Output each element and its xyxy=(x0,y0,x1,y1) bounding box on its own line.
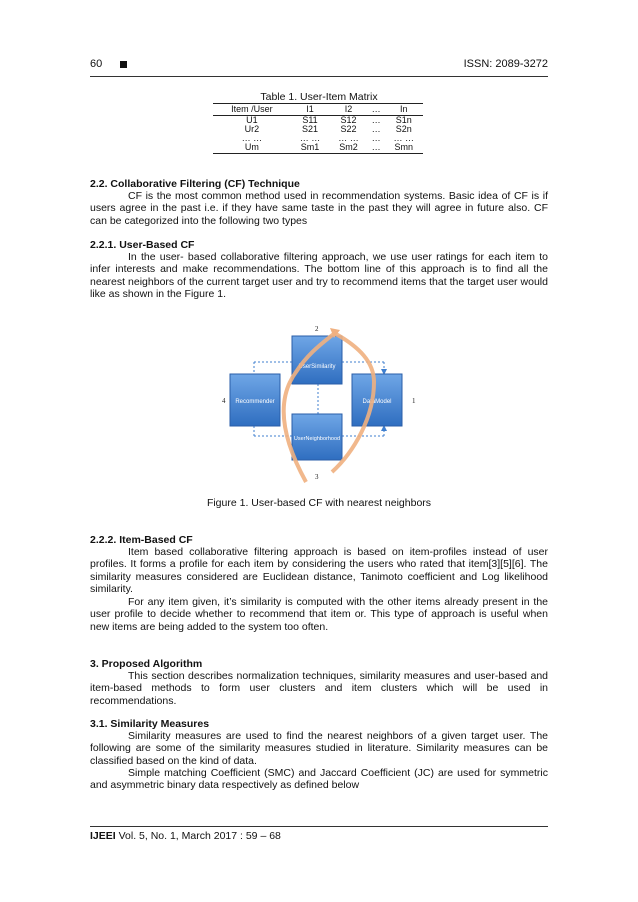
figure-number-1: 1 xyxy=(412,397,416,405)
paragraph-user-based: In the user- based collaborative filtering approach, we use user ratings for each item to infer interests and make recommendations. The bottom line of this approach is to find all the nearest neighbors of the current target user and try to recommend items that the target user would like as shown in the Figure 1. xyxy=(90,251,548,301)
table-header-cell: I1 xyxy=(291,104,329,116)
page-number: 60 xyxy=(90,58,103,70)
table-cell: S1n xyxy=(395,115,412,125)
figure-number-3: 3 xyxy=(315,473,319,481)
user-item-matrix xyxy=(213,103,423,154)
table-header-cell: In xyxy=(385,104,423,116)
figure-number-2: 2 xyxy=(315,325,319,333)
footer-rule xyxy=(90,826,548,827)
table-header-cell: … xyxy=(368,104,385,116)
section-heading-item-based: 2.2.2. Item-Based CF xyxy=(90,534,193,546)
table-row xyxy=(213,143,423,154)
table-cell: Smn xyxy=(385,143,423,154)
table-cell: Um xyxy=(213,143,291,154)
table-header-cell: Item /User xyxy=(213,104,291,116)
table-cell: S22 xyxy=(340,124,357,134)
section-heading-similarity-measures: 3.1. Similarity Measures xyxy=(90,718,210,730)
table-cell: … xyxy=(371,124,381,134)
paragraph-similarity-measures-2: Simple matching Coefficient (SMC) and Jaccard Coefficient (JC) are used for symmetric and asymmetric binary data respectively as defined below xyxy=(90,767,548,792)
figure-user-based-cf xyxy=(214,322,426,486)
table-cell: S2n xyxy=(395,124,412,134)
section-heading-user-based: 2.2.1. User-Based CF xyxy=(90,239,195,251)
figure-number-4: 4 xyxy=(222,397,226,405)
table-cell: … xyxy=(371,133,381,143)
section-heading-cf: 2.2. Collaborative Filtering (CF) Technique xyxy=(90,178,300,190)
journal-citation: Vol. 5, No. 1, March 2017 : 59 – 68 xyxy=(118,830,281,842)
paragraph-cf: CF is the most common method used in recommendation systems. Basic idea of CF is if users agree in the past i.e. if they have same taste in the past they will agree in future also. CF can be categorized into the following two types xyxy=(90,190,548,227)
table-cell: … xyxy=(368,143,385,154)
label-recommender: Recommender xyxy=(235,399,275,405)
table-cell: U1 xyxy=(246,115,258,125)
section-heading-proposed-algorithm: 3. Proposed Algorithm xyxy=(90,658,203,670)
table-cell: … … xyxy=(393,133,415,143)
table-cell: S12 xyxy=(340,115,357,125)
box-user-similarity xyxy=(292,336,342,384)
table-header-cell: I2 xyxy=(329,104,367,116)
table-cell: … xyxy=(371,115,381,125)
table-cell: S21 xyxy=(302,124,319,134)
page-header xyxy=(90,58,548,76)
table-cell: Sm1 xyxy=(291,143,329,154)
paragraph-item-based-2: For any item given, it’s similarity is computed with the other items already present in the user profile to decide whether to recommend that item or. This type of approach is useful when new items are being added to the system too often. xyxy=(90,596,548,633)
journal-name: IJEEI xyxy=(90,830,116,842)
header-square-icon xyxy=(120,61,127,68)
paragraph-proposed-algorithm: This section describes normalization techniques, similarity measures and user-based and item-based methods to form user clusters and item clusters which will be used in recommendations. xyxy=(90,670,548,707)
table-cell: … … xyxy=(241,133,263,143)
paragraph-item-based-1: Item based collaborative filtering approach is based on item-profiles instead of user profiles. It forms a profile for each item by considering the users who rated that item[3][5][6]. The similarity measures considered are Euclidean distance, Tanimoto coefficient and Log likelihood similarity. xyxy=(90,546,548,596)
label-data-model: DataModel xyxy=(362,399,392,405)
table-cell: Sm2 xyxy=(329,143,367,154)
table-cell: … … xyxy=(338,133,359,143)
page-footer xyxy=(90,830,281,842)
label-user-similarity: UserSimilarity xyxy=(298,364,336,370)
table-caption: Table 1. User-Item Matrix xyxy=(260,91,378,103)
issn: ISSN: 2089-3272 xyxy=(463,58,548,70)
table-header-row xyxy=(213,104,423,116)
table-cell: S11 xyxy=(302,115,318,125)
header-rule xyxy=(90,76,548,77)
table-cell: … … xyxy=(299,133,321,143)
table-cell: Ur2 xyxy=(244,124,260,134)
figure-caption: Figure 1. User-based CF with nearest neighbors xyxy=(206,497,432,509)
label-user-neighborhood: UserNeighborhood xyxy=(293,436,341,442)
paragraph-similarity-measures-1: Similarity measures are used to find the nearest neighbors of a given target user. The following are some of the similarity measures studied in literature. Similarity measures can be classified based on the kind of data. xyxy=(90,730,548,767)
